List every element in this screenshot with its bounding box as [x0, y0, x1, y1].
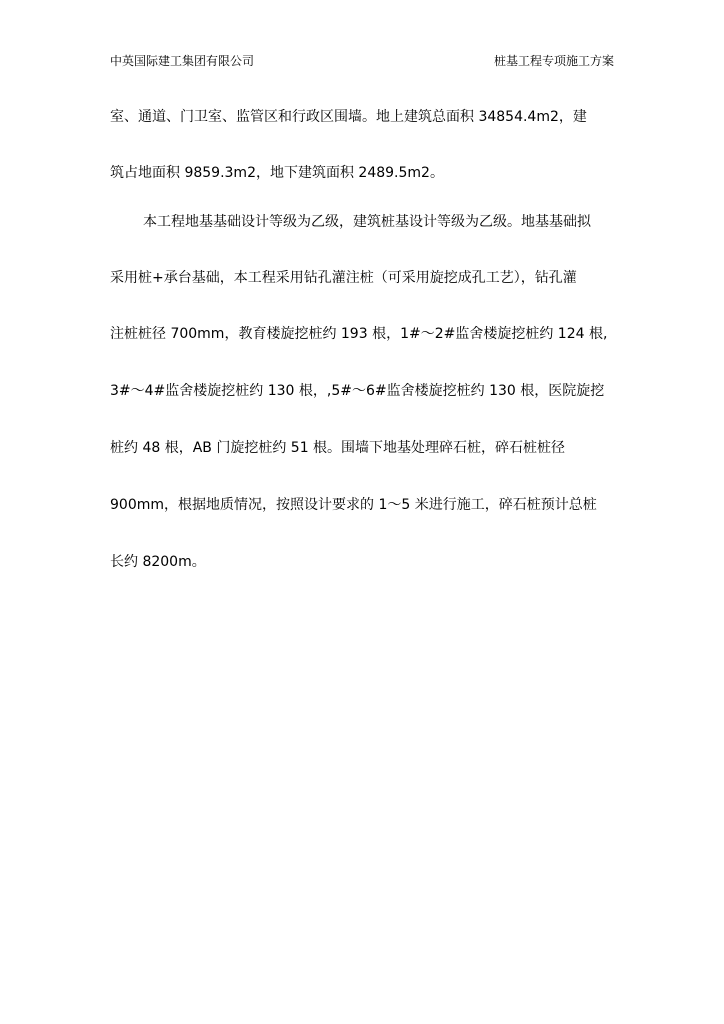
- paragraph-line: 采用桩+承台基础，本工程采用钻孔灌注桩（可采用旋挖成孔工艺），钻孔灌: [110, 270, 577, 286]
- header-company-name: 中英国际建工集团有限公司: [110, 54, 255, 68]
- paragraph-line: 筑占地面积 9859.3m2，地下建筑面积 2489.5m2。: [110, 165, 444, 181]
- paragraph-line: 注桩桩径 700mm，教育楼旋挖桩约 193 根，1#～2#监舍楼旋挖桩约 124 根,: [110, 326, 608, 342]
- paragraph-line: 室、通道、门卫室、监管区和行政区围墙。地上建筑总面积 34854.4m2，建: [110, 109, 587, 125]
- paragraph-line-indented: 本工程地基基础设计等级为乙级，建筑桩基设计等级为乙级。地基基础拟: [143, 214, 591, 230]
- paragraph-line: 3#～4#监舍楼旋挖桩约 130 根，,5#～6#监舍楼旋挖桩约 130 根，医院旋挖: [110, 383, 605, 399]
- paragraph-line: 长约 8200m。: [110, 554, 206, 570]
- header-document-title: 桩基工程专项施工方案: [493, 54, 614, 68]
- paragraph-line: 桩约 48 根，AB 门旋挖桩约 51 根。围墙下地基处理碎石桩，碎石桩桩径: [110, 440, 566, 456]
- paragraph-line: 900mm，根据地质情况，按照设计要求的 1～5 米进行施工，碎石桩预计总桩: [110, 497, 597, 513]
